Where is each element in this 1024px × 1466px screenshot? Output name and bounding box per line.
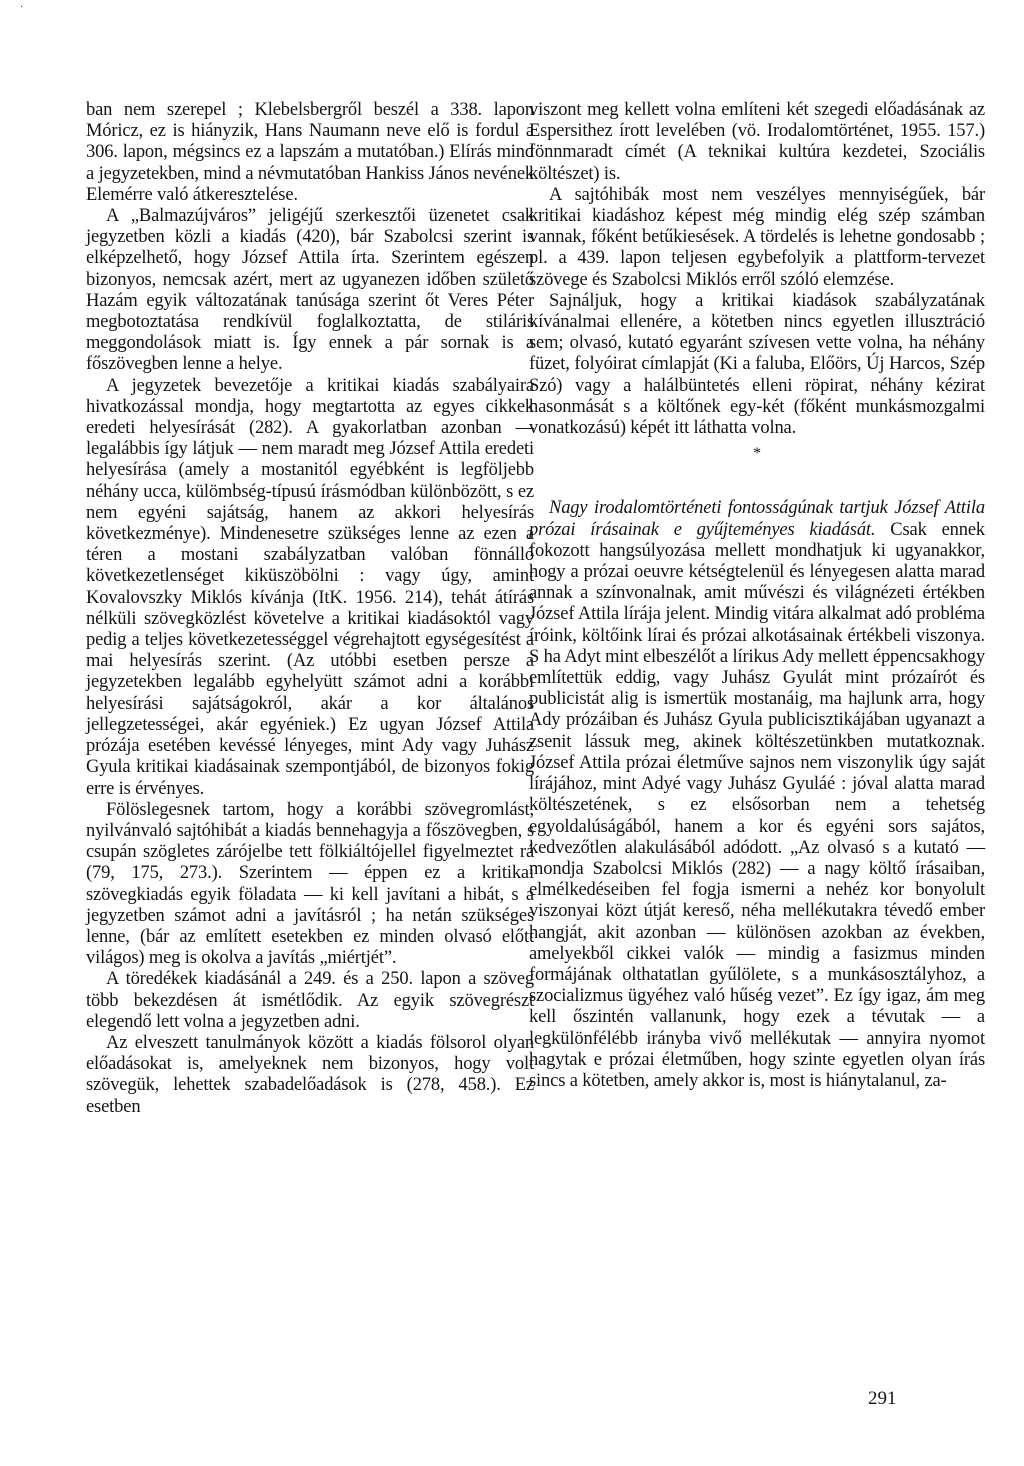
paragraph: viszont meg kellett volna említeni két szegedi előadásának az Espersithez írott levelében (vö. Irodalomtörténet, 1955. 157.) fönnmaradt címét (A teknikai kultúra kezdetei, Szociális költészet) is. [529, 100, 985, 184]
section-separator-asterisk: * [753, 445, 761, 463]
paragraph: Az elveszett tanulmányok között a kiadás fölsorol olyan előadásokat is, amelyeknek nem bizonyos, hogy volt szövegük, lehettek szabadelőadások is (278, 458.). Ez esetben [86, 1032, 534, 1117]
paragraph: A „Balmazújváros” jeligéjű szerkesztői üzenetet csak jegyzetben közli a kiadás (420), bár Szabolcsi szerint is elképzelhető, hogy József Attila írta. Szerintem egészen bizonyos, nemcsak azért, mert az ugyanezen időben születő Hazám egyik változatának tanúsága szerint őt Veres Péter megbotoztatása rendkívül foglalkoztatta, de stiláris meggondolások miatt is. Így ennek a pár sornak is a főszövegben lenne a helye. [86, 206, 534, 375]
italic-lead-sentence: Nagy irodalomtörténeti fontosságúnak tartjuk József Attila prózai írásainak e gyűjteményes kiadását. [529, 498, 985, 540]
left-text-column [86, 100, 534, 1118]
page-number: 291 [868, 1388, 897, 1409]
page-corner-mark: · [20, 2, 24, 13]
paragraph: A töredékek kiadásánál a 249. és a 250. lapon a szöveg több bekezdésen át ismétlődik. Az egyik szövegrészt elegendő lett volna a jegyzetben adni. [86, 969, 534, 1032]
paragraph: Sajnáljuk, hogy a kritikai kiadások szabályzatának kívánalmai ellenére, a kötetben nincs egyetlen illusztráció sem; olvasó, kutató egyaránt szívesen vette volna, ha néhány füzet, folyóirat címlapját (Ki a faluba, Előörs, Új Harcos, Szép Szó) vagy a halálbüntetés elleni röpirat, néhány kézirat hasonmását s a költőnek egy-két (főként munkásmozgalmi vonatkozású) képét itt láthatta volna. [529, 290, 985, 439]
right-text-column [529, 100, 985, 1092]
paragraph-with-italic-lead [529, 498, 985, 1092]
paragraph: A sajtóhibák most nem veszélyes mennyiségűek, bár kritikai kiadáshoz képest még mindig elég szép számban vannak, főként betűkiesések. A tördelés is lehetne gondosabb ; pl. a 439. lapon teljesen egybefolyik a plattform-tervezet szövege és Szabolcsi Miklós erről szóló elemzése. [529, 184, 985, 290]
paragraph: ban nem szerepel ; Klebelsbergről beszél a 338. lapon Móricz, ez is hiányzik, Hans Naumann neve elő is fordul a 306. lapon, mégsincs ez a lapszám a mutatóban.) Elírás mind a jegyzetekben, mind a névmutatóban Hankiss János nevének Elemérre való átkeresztelése. [86, 100, 534, 205]
paragraph-body: Csak ennek fokozott hangsúlyozása mellett mondhatjuk ki ugyanakkor, hogy a prózai oeuvre kétségtelenül és lényegesen alatta marad annak a színvonalnak, amit művészi és világnézeti értékben József Attila lírája jelent. Mindig vitára alkalmat adó probléma íróink, költőink lírai és prózai alkotásainak értékbeli viszonya. S ha Adyt mint elbeszélőt a lírikus Ady mellett éppencsakhogy említettük eddig, vagy Juhász Gyulát mint prózaírót és publicistát alig is ismertük mostanáig, ma hajlunk arra, hogy Ady prózáiban és Juhász Gyula publicisztikájában ugyanazt a zsenit lássuk meg, akinek költészetünkben mutatkoznak. József Attila prózai életműve sajnos nem viszonylik úgy saját lírájához, mint Adyé vagy Juhász Gyuláé : jóval alatta marad költészetének, s ez elsősorban nem a tehetség egyoldalúságából, hanem a kor és egyéni sors sajátos, kedvezőtlen alakulásából adódott. „Az olvasó s a kutató — mondja Szabolcsi Miklós (282) — a nagy költő írásaiban, elmélkedéseiben fel fogja ismerni a nehéz kor bonyolult viszonyai közt útját kereső, néha mellékutakra tévedő ember hangját, akit azonban — különösen azokban az években, amelyekből cikkei valók — mindig a fasizmus minden formájának olthatatlan gyűlölete, s a munkásosztályhoz, a szocializmus ügyéhez való hűség vezet”. Ez így igaz, ám meg kell őszintén vallanunk, hogy ezek a tévutak — a legkülönfélébb irányba vivő mellékutak — annyira nyomot hagytak e prózai életműben, hogy szinte egyetlen olyan írás sincs a kötetben, amely akkor is, most is hiánytalanul, za- [529, 519, 986, 1091]
paragraph: Fölöslegesnek tartom, hogy a korábbi szövegromlást, nyilvánvaló sajtóhibát a kiadás bennehagyja a főszövegben, s csupán szögletes zárójelbe tett fölkiáltójellel figyelmeztet rá (79, 175, 273.). Szerintem — éppen ez a kritikai szövegkiadás egyik föladata — ki kell javítani a hibát, s a jegyzetben számot adni a javításról ; ha netán szükséges lenne, (bár az említett esetekben ez minden olvasó előtt világos) meg is okolva a javítás „miértjét”. [86, 799, 534, 969]
paragraph: A jegyzetek bevezetője a kritikai kiadás szabályaira hivatkozással mondja, hogy megtartotta az egyes cikkek eredeti helyesírását (282). A gyakorlatban azonban — legalábbis így látjuk — nem maradt meg József Attila eredeti helyesírása (amely a mostanitól egyébként is legföljebb néhány ucca, külömbség-típusú írásmódban különbözött, s ez nem egyéni sajátság, hanem az akkori helyesírás következménye). Mindenesetre szükséges lenne az ezen a téren a mostani szabályzatban valóban fönnálló következetlenséget kiküszöbölni : vagy úgy, amint Kovalovszky Miklós kívánja (ItK. 1956. 214), tehát átírás nélküli szövegközlést követelve a kritikai kiadásoktól vagy pedig a teljes következetességgel végrehajtott egységesítést a mai helyesírás szerint. (Az utóbbi esetben persze a jegyzetekben legalább egyhelyütt számot adni a korábbi helyesírási sajátságokról, akár a kor általános jellegzetességei, akár egyéniek.) Ez ugyan József Attila prózája esetében kevéssé lényeges, mint Ady vagy Juhász Gyula kritikai kiadásainak szempontjából, de bizonyos fokig erre is érvényes. [86, 375, 534, 799]
